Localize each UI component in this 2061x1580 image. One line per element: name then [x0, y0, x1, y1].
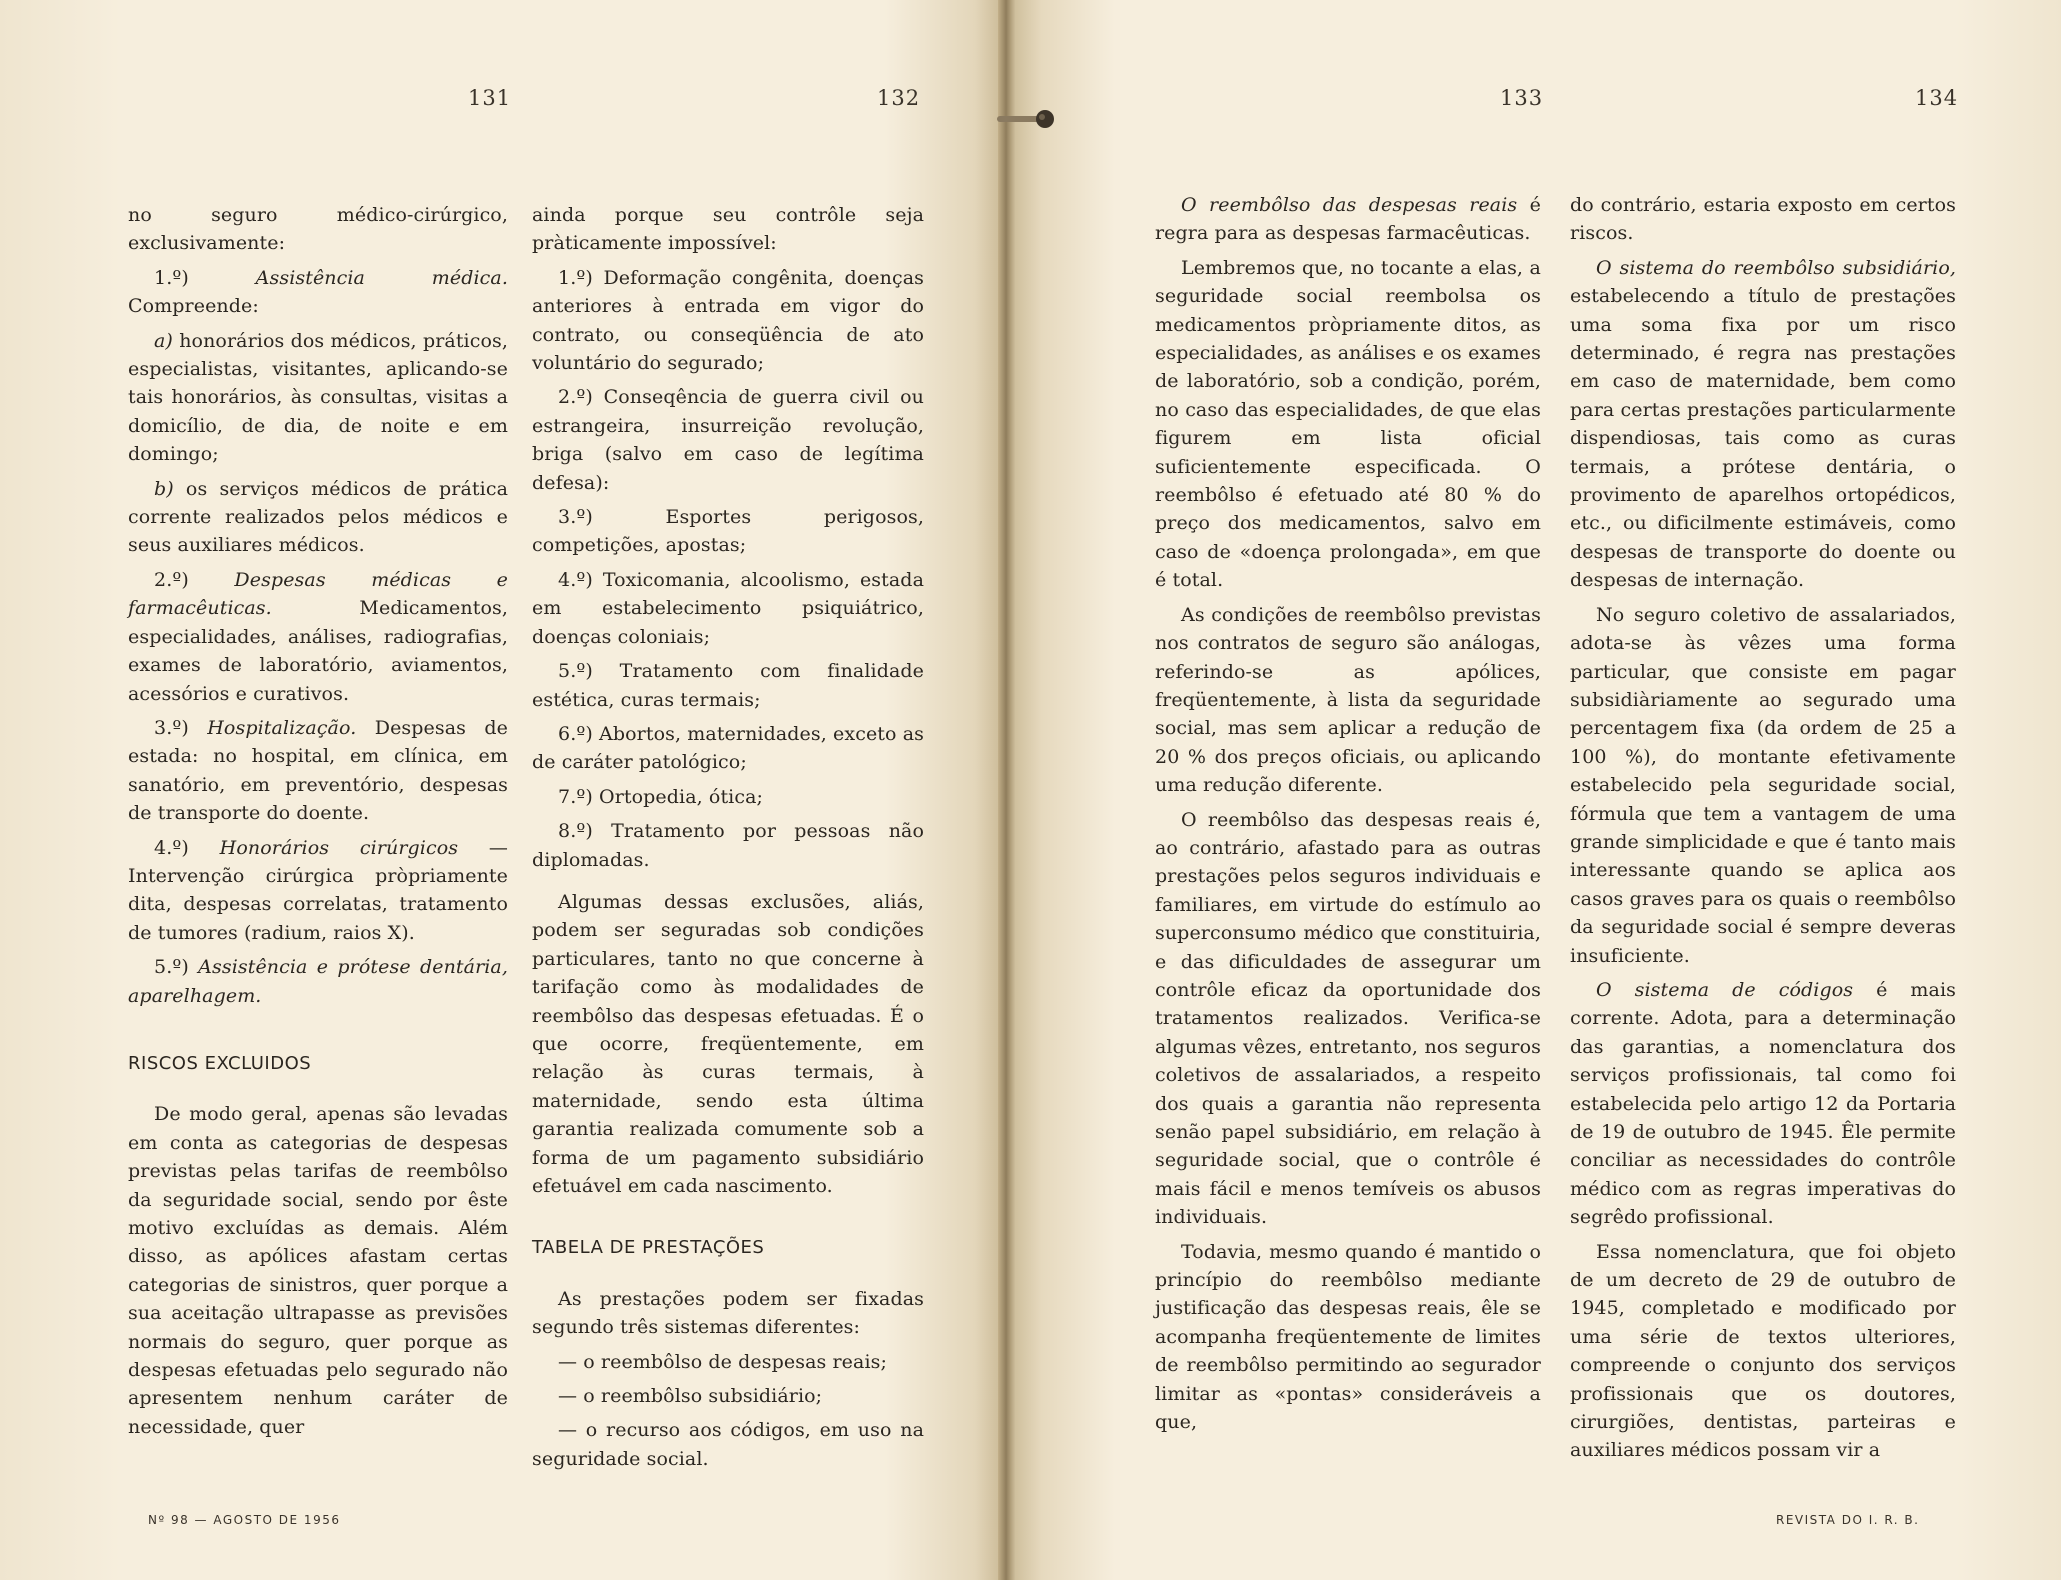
paragraph: Essa nomenclatura, que foi objeto de um decreto de 29 de outubro de 1945, completado e modificado por uma série de textos ulteriores, compreende o conjunto dos serviços profissionais que os doutores, cirurgiões, dentistas, parteiras e auxiliares médicos possam vir a: [1570, 1240, 1956, 1462]
page-number-133: 133: [1500, 86, 1544, 110]
paragraph: Todavia, mesmo quando é mantido o princípio do reembôlso mediante justificação das despesas reais, êle se acompanha freqüentemente de limites de reembôlso permitindo ao segurador limitar as «pontas» consideráveis a que,: [1155, 1240, 1541, 1434]
list-item: — o reembôlso de despesas reais;: [558, 1350, 887, 1373]
list-item: 5.º) Tratamento com finalidade estética, curas termais;: [532, 660, 924, 711]
list-item: 2.º) Despesas médicas e farmacêuticas. Medicamentos, especialidades, análises, radiografias, exames de laboratório, aviamentos, acessórios e curativos.: [128, 568, 508, 705]
list-item: 5.º) Assistência e prótese dentária, aparelhagem.: [128, 956, 508, 1007]
paragraph: no seguro médico-cirúrgico, exclusivamente:: [128, 204, 508, 255]
column-131: [128, 201, 508, 1447]
list-item: 1.º) Assistência médica. Compreende:: [128, 266, 508, 318]
list-item: — o recurso aos códigos, em uso na seguridade social.: [532, 1419, 924, 1470]
list-item: 2.º) Conseqência de guerra civil ou estrangeira, insurreição revolução, briga (salvo em caso de legítima defesa):: [532, 386, 924, 494]
list-item: b) os serviços médicos de prática corrente realizados pelos médicos e seus auxiliares médicos.: [128, 477, 508, 557]
section-heading: TABELA DE PRESTAÇÕES: [532, 1237, 765, 1259]
column-134: [1570, 191, 1956, 1471]
list-item: a) honorários dos médicos, práticos, especialistas, visitantes, aplicando-se tais honorários, às consultas, visitas a domicílio, de dia, de noite e em domingo;: [128, 329, 508, 466]
footer-journal: REVISTA DO I. R. B.: [1776, 1513, 1920, 1527]
paragraph: O reembôlso das despesas reais é regra para as despesas farmacêuticas.: [1155, 194, 1542, 245]
column-132: [532, 201, 924, 1479]
list-item: 1.º) Deformação congênita, doenças anteriores à entrada em vigor do contrato, ou conseqüência de ato voluntário do segurado;: [532, 266, 924, 375]
page-number-132: 132: [877, 86, 921, 110]
list-item: 7.º) Ortopedia, ótica;: [558, 785, 764, 808]
list-item: — o reembôlso subsidiário;: [558, 1385, 823, 1408]
footer-issue: Nº 98 — AGOSTO DE 1956: [148, 1513, 341, 1527]
paragraph: No seguro coletivo de assalariados, adota-se às vêzes uma forma particular, que consiste em pagar subsidiàriamente ao segurado uma percentagem fixa (da ordem de 25 a 100 %), do montante efetivamente estabelecido pela seguridade social, fórmula que tem a vantagem de uma grande simplicidade e que é tanto mais interessante quando se aplica aos casos graves para os quais o reembôlso da seguridade social é sempre deveras insuficiente.: [1570, 603, 1956, 967]
page-number-131: 131: [468, 86, 512, 110]
column-133: [1155, 191, 1541, 1442]
book-gutter: [998, 0, 1016, 1580]
staple-icon: [995, 108, 1055, 130]
paragraph: Lembremos que, no tocante a elas, a seguridade social reembolsa os medicamentos pròpriamente ditos, as especialidades, as análises e os exames de laboratório, sob a condição, porém, no caso das especialidades, de que elas figurem em lista oficial suficientemente especificada. O reembôlso é efetuado até 80 % do preço dos medicamentos, salvo em caso de «doença prolongada», em que é total.: [1155, 256, 1541, 592]
section-heading: RISCOS EXCLUIDOS: [128, 1052, 312, 1074]
page-number-134: 134: [1915, 86, 1959, 110]
list-item: 4.º) Toxicomania, alcoolismo, estada em estabelecimento psiquiátrico, doenças coloniais;: [532, 568, 924, 648]
paragraph: De modo geral, apenas são levadas em conta as categorias de despesas previstas pelas tarifas de reembôlso da seguridade social, sendo por êste motivo excluídas as demais. Além disso, as apólices afastam certas categorias de sinistros, quer porque a sua aceitação ultrapasse as previsões normais do seguro, quer porque as despesas efetuadas pelo segurado não apresentem nenhum caráter de necessidade, quer: [128, 1103, 508, 1438]
paragraph: Algumas dessas exclusões, aliás, podem ser seguradas sob condições particulares, tanto no que concerne à tarifação como às modalidades de reembôlso das despesas efetuadas. É o que ocorre, freqüentemente, em relação às curas termais, à maternidade, sendo esta última garantia realizada comumente sob a forma de um pagamento subsidiário efetuável em cada nascimento.: [532, 890, 924, 1197]
paragraph: As condições de reembôlso previstas nos contratos de seguro são análogas, referindo-se as apólices, freqüentemente, à lista da seguridade social, mas sem aplicar a redução de 20 % dos preços oficiais, ou aplicando uma redução diferente.: [1155, 603, 1541, 797]
paragraph: do contrário, estaria exposto em certos riscos.: [1570, 194, 1956, 245]
paragraph: O sistema de códigos é mais corrente. Adota, para a determinação das garantias, a nomenclatura dos serviços profissionais, tal como foi estabelecida pelo artigo 12 da Portaria de 19 de outubro de 1945. Êle permite conciliar as necessidades do contrôle médico com as regras imperativas do segrêdo profissional.: [1570, 978, 1956, 1229]
list-item: 8.º) Tratamento por pessoas não diplomadas.: [532, 820, 924, 871]
list-item: 3.º) Esportes perigosos, competições, apostas;: [532, 506, 924, 557]
paragraph: O reembôlso das despesas reais é, ao contrário, afastado para as outras prestações pelos seguros individuais e familiares, em virtude do estímulo ao superconsumo médico que constituiria, e das dificuldades de assegurar um contrôle eficaz da oportunidade dos tratamentos realizados. Verifica-se algumas vêzes, entretanto, nos seguros coletivos de assalariados, a respeito dos quais a garantia não representa senão papel subsidiário, em relação à seguridade social, que o contrôle é mais fácil e menos temíveis os abusos individuais.: [1155, 808, 1541, 1229]
list-item: 3.º) Hospitalização. Despesas de estada: no hospital, em clínica, em sanatório, em preventório, despesas de transporte do doente.: [128, 716, 508, 825]
list-item: 4.º) Honorários cirúrgicos — Intervenção cirúrgica pròpriamente dita, despesas correlatas, tratamento de tumores (radium, raios X).: [128, 836, 508, 944]
paragraph: As prestações podem ser fixadas segundo três sistemas diferentes:: [532, 1287, 924, 1339]
list-item: 6.º) Abortos, maternidades, exceto as de caráter patológico;: [532, 722, 924, 774]
paragraph: O sistema do reembôlso subsidiário, estabelecendo a título de prestações uma soma fixa por um risco determinado, é regra nas prestações em caso de maternidade, bem como para certas prestações particularmente dispendiosas, tais como as curas termais, a prótese dentária, o provimento de aparelhos ortopédicos, etc., ou dificilmente estimáveis, como despesas de transporte do doente ou despesas de internação.: [1570, 256, 1956, 592]
paragraph: ainda porque seu contrôle seja pràticamente impossível:: [532, 204, 924, 255]
